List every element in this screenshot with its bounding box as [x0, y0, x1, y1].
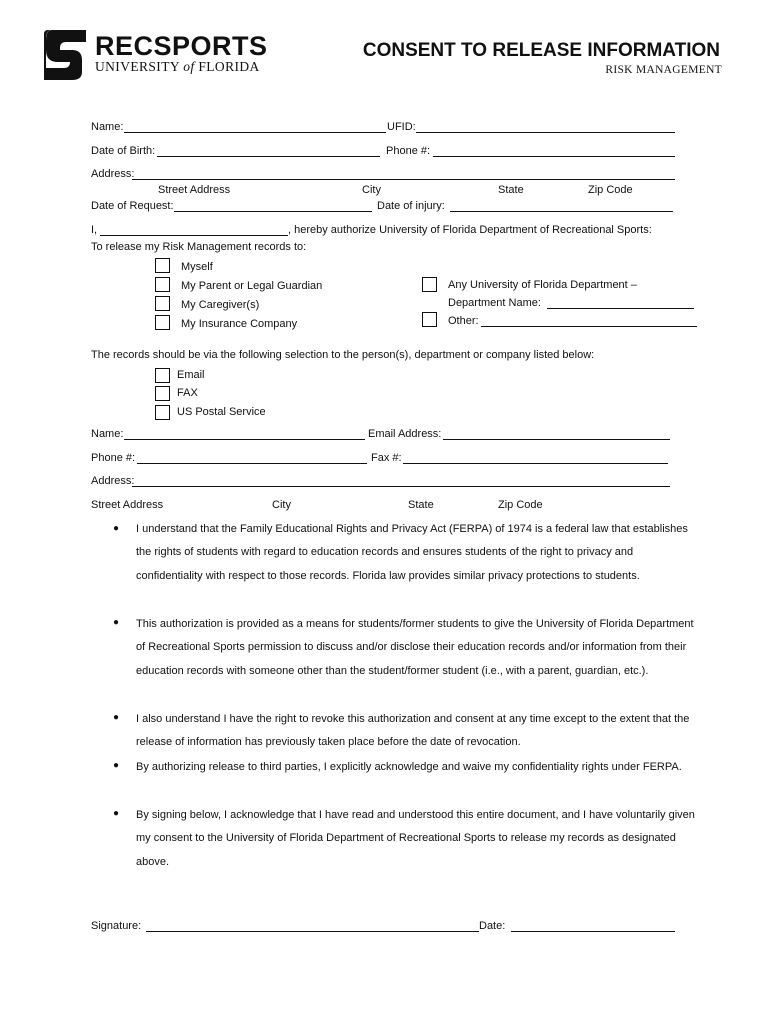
authorize-i-label: I,	[91, 224, 98, 236]
waiver-statement: By authorizing release to third parties, I explicitly acknowledge and waive my confidentiality rights under FERPA.	[136, 761, 682, 773]
parent-guardian-label: My Parent or Legal Guardian	[181, 280, 323, 292]
other-label: Other:	[448, 315, 479, 327]
recipient-zip-label: Zip Code	[498, 499, 543, 511]
recipient-address-label: Address:	[91, 475, 135, 487]
delivery-intro: The records should be via the following selection to the person(s), department or company listed below:	[91, 349, 595, 361]
bullet-icon: ●	[113, 760, 120, 771]
recsports-logo-icon	[42, 28, 88, 82]
uf-department-checkbox[interactable]	[422, 277, 437, 292]
street-address-label: Street Address	[158, 184, 231, 196]
department-name-label: Department Name:	[448, 297, 541, 309]
dob-field[interactable]	[157, 156, 380, 157]
injury-date-label: Date of injury:	[377, 200, 445, 212]
authorizer-name-field[interactable]	[100, 235, 288, 236]
myself-label: Myself	[181, 261, 213, 273]
fax-method-label: FAX	[177, 387, 198, 399]
insurance-checkbox[interactable]	[155, 315, 170, 330]
city-label: City	[362, 184, 381, 196]
recipient-city-label: City	[272, 499, 291, 511]
request-date-field[interactable]	[174, 211, 372, 212]
address-label: Address:	[91, 168, 135, 180]
release-to-text: To release my Risk Management records to:	[91, 241, 307, 253]
name-label: Name:	[91, 121, 124, 133]
postal-checkbox[interactable]	[155, 405, 170, 420]
ufid-label: UFID:	[387, 121, 416, 133]
logo-university: UNIVERSITY of FLORIDA	[95, 59, 260, 74]
recipient-email-field[interactable]	[443, 439, 670, 440]
address-field[interactable]	[132, 179, 675, 180]
recipient-email-label: Email Address:	[368, 428, 442, 440]
parent-guardian-checkbox[interactable]	[155, 277, 170, 292]
request-date-label: Date of Request:	[91, 200, 174, 212]
recipient-state-label: State	[408, 499, 434, 511]
recipient-name-field[interactable]	[124, 439, 365, 440]
insurance-label: My Insurance Company	[181, 318, 298, 330]
recipient-phone-field[interactable]	[137, 463, 367, 464]
postal-method-label: US Postal Service	[177, 406, 266, 418]
recipient-street-label: Street Address	[91, 499, 164, 511]
fax-checkbox[interactable]	[155, 386, 170, 401]
authorization-purpose-statement: This authorization is provided as a means for students/former students to give the University of Florida Department of Recreational Sports permission to discuss and/or disclose their education records and/or information from their education records with someone other than the student/former student (i.e., with a parent, guardian, etc.).	[136, 618, 694, 677]
bullet-icon: ●	[113, 712, 120, 723]
phone-label: Phone #:	[386, 145, 431, 157]
ferpa-statement: I understand that the Family Educational Rights and Privacy Act (FERPA) of 1974 is a federal law that establishes the rights of students with regard to education records and ensures students of the right to privacy and confidentiality with respect to those records. Florida law provides similar privacy protections to students.	[136, 523, 688, 582]
caregiver-checkbox[interactable]	[155, 296, 170, 311]
phone-field[interactable]	[433, 156, 675, 157]
logo-wordmark: RECSPORTS	[95, 31, 268, 61]
email-method-label: Email	[177, 369, 205, 381]
dob-label: Date of Birth:	[91, 145, 156, 157]
signature-date-label: Date:	[479, 920, 506, 932]
other-checkbox[interactable]	[422, 312, 437, 327]
acknowledgement-statement: By signing below, I acknowledge that I have read and understood this entire document, and I have voluntarily given my consent to the University of Florida Department of Recreational Sports to release my records as designated above.	[136, 809, 695, 868]
other-field[interactable]	[481, 326, 697, 327]
bullet-icon: ●	[113, 523, 120, 534]
bullet-icon: ●	[113, 617, 120, 628]
page-title: CONSENT TO RELEASE INFORMATION	[362, 40, 720, 61]
uf-department-label: Any University of Florida Department –	[448, 279, 637, 291]
state-label: State	[498, 184, 524, 196]
recipient-fax-label: Fax #:	[371, 452, 402, 464]
recipient-phone-label: Phone #:	[91, 452, 136, 464]
ufid-field[interactable]	[416, 132, 675, 133]
page-subtitle: RISK MANAGEMENT	[605, 64, 722, 76]
signature-date-field[interactable]	[511, 931, 675, 932]
zip-label: Zip Code	[588, 184, 633, 196]
signature-label: Signature:	[91, 920, 142, 932]
revocation-statement: I also understand I have the right to revoke this authorization and consent at any time except to the extent that the release of information has previously taken place before the date of revocation.	[136, 713, 690, 749]
authorize-text: , hereby authorize University of Florida Department of Recreational Sports:	[288, 224, 652, 236]
recipient-fax-field[interactable]	[403, 463, 668, 464]
recipient-name-label: Name:	[91, 428, 124, 440]
email-checkbox[interactable]	[155, 368, 170, 383]
bullet-icon: ●	[113, 808, 120, 819]
signature-field[interactable]	[146, 931, 479, 932]
department-name-field[interactable]	[547, 308, 694, 309]
caregiver-label: My Caregiver(s)	[181, 299, 260, 311]
myself-checkbox[interactable]	[155, 258, 170, 273]
injury-date-field[interactable]	[450, 211, 673, 212]
recipient-address-field[interactable]	[132, 486, 670, 487]
name-field[interactable]	[124, 132, 386, 133]
